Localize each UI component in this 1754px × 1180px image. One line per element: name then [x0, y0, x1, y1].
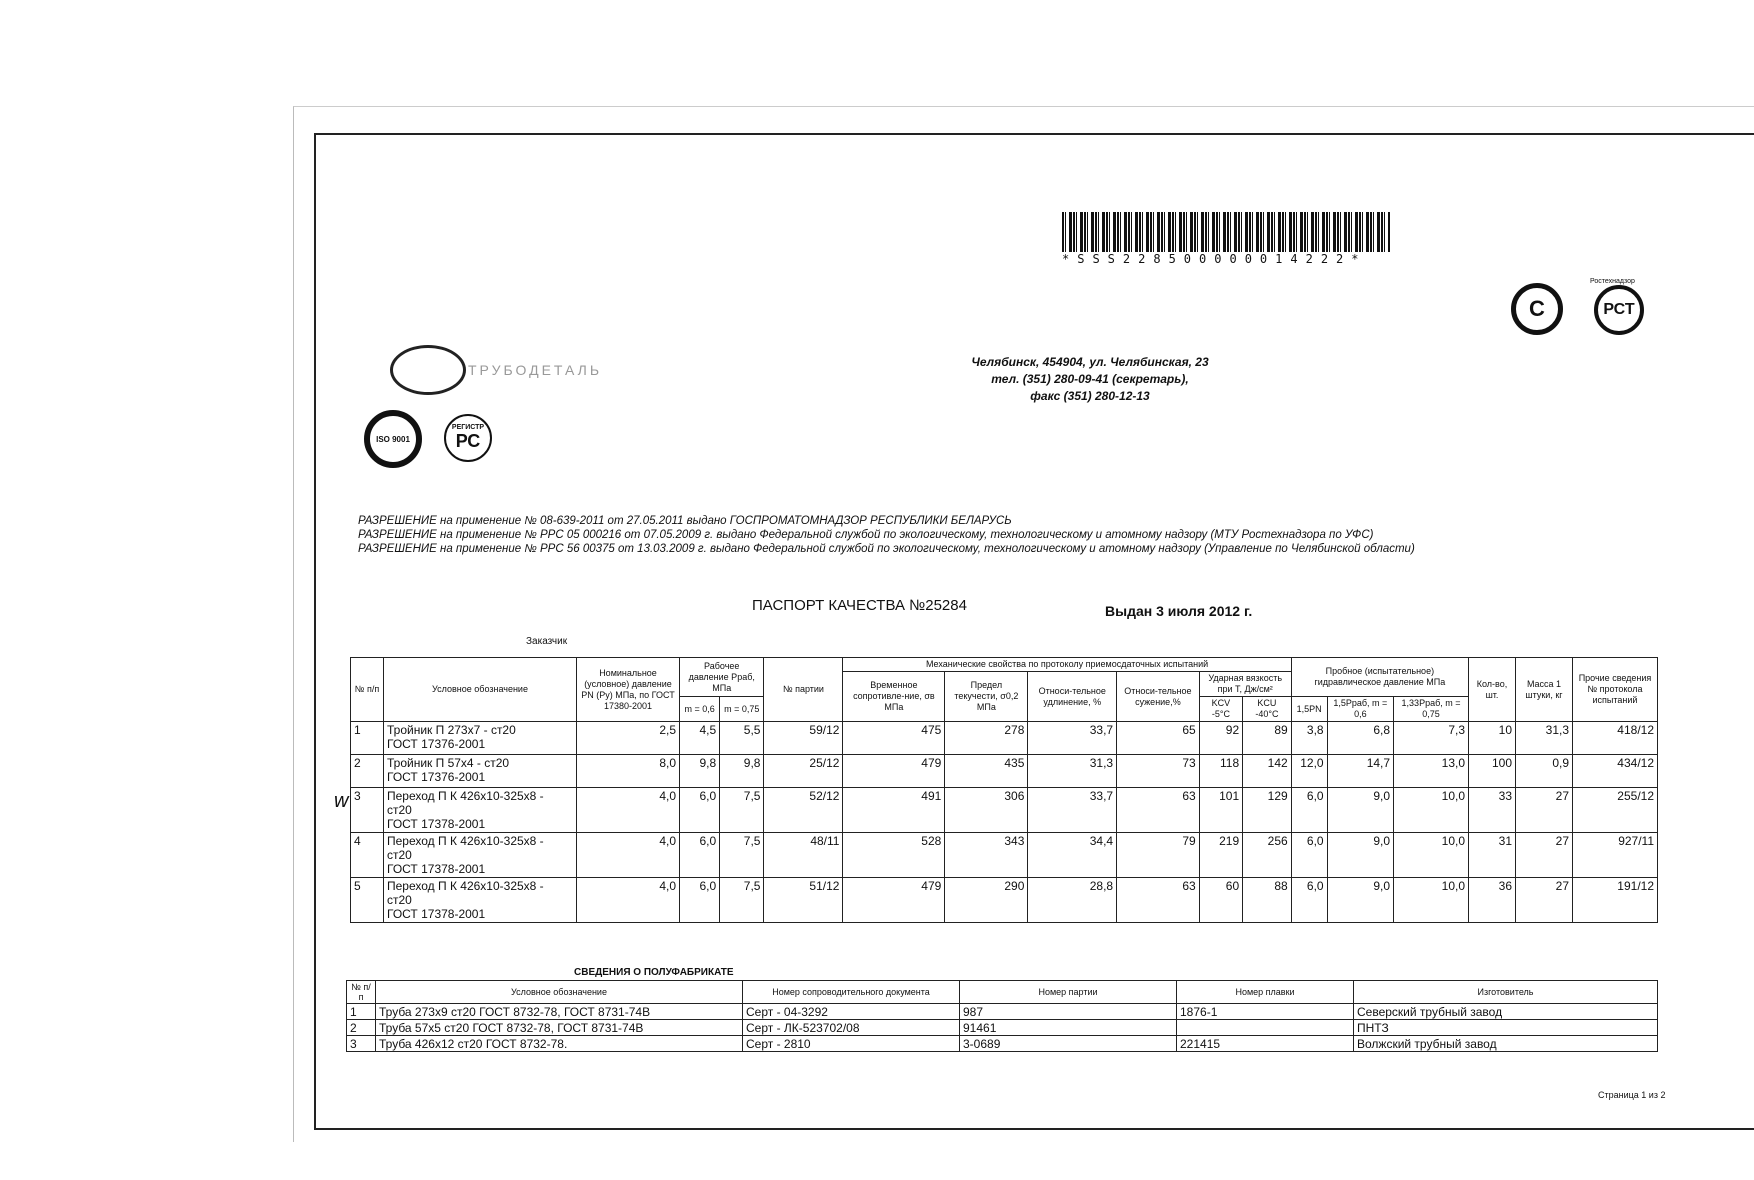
semi-maker: ПНТЗ	[1354, 1020, 1658, 1036]
barcode	[1062, 212, 1390, 252]
company-logo-icon	[390, 345, 466, 395]
row-p15: 14,7	[1327, 755, 1393, 788]
semi-products-title: СВЕДЕНИЯ О ПОЛУФАБРИКАТЕ	[574, 967, 734, 978]
row-qty: 36	[1469, 878, 1516, 923]
row-pn: 4,0	[577, 878, 680, 923]
page-number: Страница 1 из 2	[1598, 1090, 1666, 1100]
col-tensile: Временное сопротивле-ние, σв МПа	[843, 672, 945, 722]
row-p133: 10,0	[1394, 878, 1469, 923]
row-p133: 10,0	[1394, 833, 1469, 878]
row-qty: 100	[1469, 755, 1516, 788]
row-name	[384, 755, 577, 788]
fax-line: факс (351) 280-12-13	[1030, 389, 1150, 403]
col-name: Условное обозначение	[384, 658, 577, 722]
row-m06: 6,0	[680, 788, 720, 833]
row-batch: 25/12	[764, 755, 843, 788]
quality-table	[350, 657, 1658, 923]
row-kcu: 256	[1243, 833, 1292, 878]
row-num: 5	[351, 878, 384, 923]
name-line: ГОСТ 17378-2001	[387, 862, 486, 876]
issue-date: Выдан 3 июля 2012 г.	[1105, 603, 1253, 619]
semi-heat: 221415	[1177, 1036, 1354, 1052]
semi-heat: 1876-1	[1177, 1004, 1354, 1020]
company-address	[900, 354, 1280, 405]
company-logo-text: ТРУБОДЕТАЛЬ	[468, 362, 603, 378]
table-row	[351, 833, 1658, 878]
semi-row	[347, 1020, 1658, 1036]
row-m06: 6,0	[680, 878, 720, 923]
semi-row	[347, 1036, 1658, 1052]
row-mass: 0,9	[1516, 755, 1573, 788]
semi-row	[347, 1004, 1658, 1020]
row-p15: 6,8	[1327, 722, 1393, 755]
row-m075: 7,5	[720, 833, 764, 878]
row-elongation: 33,7	[1028, 788, 1117, 833]
row-tensile: 479	[843, 878, 945, 923]
semi-maker: Волжский трубный завод	[1354, 1036, 1658, 1052]
semi-batch: 987	[960, 1004, 1177, 1020]
permits-block	[358, 514, 1438, 556]
row-p15pn: 3,8	[1291, 722, 1327, 755]
row-reduction: 63	[1117, 788, 1200, 833]
col-mech: Механические свойства по протоколу приемосдаточных испытаний	[843, 658, 1291, 672]
margin-mark: w	[334, 790, 349, 812]
row-name	[384, 722, 577, 755]
row-num: 4	[351, 833, 384, 878]
row-p15: 9,0	[1327, 833, 1393, 878]
register-seal-icon	[444, 414, 492, 462]
row-m075: 5,5	[720, 722, 764, 755]
row-pn: 2,5	[577, 722, 680, 755]
row-pn: 4,0	[577, 788, 680, 833]
semi-num: 1	[347, 1004, 376, 1020]
rst-seal-label: Ростехнадзор	[1590, 278, 1635, 285]
row-mass: 27	[1516, 833, 1573, 878]
semi-doc: Серт - ЛК-523702/08	[743, 1020, 960, 1036]
semi-col-doc: Номер сопроводительного документа	[743, 981, 960, 1004]
row-name	[384, 788, 577, 833]
permit-2: РАЗРЕШЕНИЕ на применение № РРС 05 000216 от 07.05.2009 г. выдано Федеральной службой по экологическому, технологическому и атомному надзору (МТУ Ростехнадзора по УФС)	[358, 529, 1374, 541]
col-yield: Предел текучести, σ0,2 МПа	[945, 672, 1028, 722]
row-kcu: 129	[1243, 788, 1292, 833]
name-line: ГОСТ 17376-2001	[387, 770, 486, 784]
semi-doc: Серт - 04-3292	[743, 1004, 960, 1020]
row-yield: 278	[945, 722, 1028, 755]
name-line: ст20	[387, 803, 412, 817]
col-kcu: KCU -40°C	[1243, 697, 1292, 722]
row-qty: 33	[1469, 788, 1516, 833]
phone-line: тел. (351) 280-09-41 (секретарь),	[991, 372, 1189, 386]
row-num: 3	[351, 788, 384, 833]
row-name	[384, 878, 577, 923]
semi-col-num: № п/п	[347, 981, 376, 1004]
row-reduction: 63	[1117, 878, 1200, 923]
row-p133: 7,3	[1394, 722, 1469, 755]
col-pn: Номинальное (условное) давление PN (Py) МПа, по ГОСТ 17380-2001	[577, 658, 680, 722]
row-num: 2	[351, 755, 384, 788]
row-m06: 4,5	[680, 722, 720, 755]
row-pn: 4,0	[577, 833, 680, 878]
row-p133: 13,0	[1394, 755, 1469, 788]
row-p133: 10,0	[1394, 788, 1469, 833]
row-p15pn: 6,0	[1291, 833, 1327, 878]
row-m06: 9,8	[680, 755, 720, 788]
row-kcu: 89	[1243, 722, 1292, 755]
document-title: ПАСПОРТ КАЧЕСТВА №25284	[752, 597, 967, 614]
row-other: 255/12	[1573, 788, 1658, 833]
col-other: Прочие сведения № протокола испытаний	[1573, 658, 1658, 722]
row-kcv: 92	[1199, 722, 1242, 755]
semi-col-batch: Номер партии	[960, 981, 1177, 1004]
row-tensile: 491	[843, 788, 945, 833]
table-row	[351, 788, 1658, 833]
row-batch: 52/12	[764, 788, 843, 833]
row-mass: 31,3	[1516, 722, 1573, 755]
certification-c-icon: С	[1511, 283, 1563, 335]
col-p15pn: 1,5PN	[1291, 697, 1327, 722]
col-impact: Ударная вязкость при Т, Дж/см²	[1199, 672, 1291, 697]
row-kcu: 142	[1243, 755, 1292, 788]
col-p133: 1,33Рраб, m = 0,75	[1394, 697, 1469, 722]
name-line: ГОСТ 17378-2001	[387, 817, 486, 831]
row-batch: 51/12	[764, 878, 843, 923]
name-line: Переход П К 426х10-325х8 -	[387, 834, 544, 848]
row-m06: 6,0	[680, 833, 720, 878]
customer-label: Заказчик	[526, 636, 568, 647]
row-reduction: 79	[1117, 833, 1200, 878]
semi-products-table	[346, 980, 1658, 1052]
semi-heat	[1177, 1020, 1354, 1036]
col-qty: Кол-во, шт.	[1469, 658, 1516, 722]
name-line: Переход П К 426х10-325х8 -	[387, 789, 544, 803]
register-seal-rs: РС	[455, 431, 481, 451]
iso-seal-icon: ISO 9001	[364, 410, 422, 468]
semi-num: 2	[347, 1020, 376, 1036]
row-batch: 48/11	[764, 833, 843, 878]
col-kcv: KCV -5°C	[1199, 697, 1242, 722]
col-test-pressure: Пробное (испытательное) гидравлическое давление МПа	[1291, 658, 1468, 697]
row-other: 434/12	[1573, 755, 1658, 788]
row-kcu: 88	[1243, 878, 1292, 923]
col-m075: m = 0,75	[720, 697, 764, 722]
semi-num: 3	[347, 1036, 376, 1052]
row-p15pn: 12,0	[1291, 755, 1327, 788]
semi-batch: 3-0689	[960, 1036, 1177, 1052]
address-line: Челябинск, 454904, ул. Челябинская, 23	[971, 355, 1209, 369]
row-tensile: 479	[843, 755, 945, 788]
name-line: ГОСТ 17376-2001	[387, 737, 486, 751]
row-p15pn: 6,0	[1291, 878, 1327, 923]
row-qty: 10	[1469, 722, 1516, 755]
register-seal-label: РЕГИСТР	[451, 424, 485, 431]
semi-doc: Серт - 2810	[743, 1036, 960, 1052]
permit-1: РАЗРЕШЕНИЕ на применение № 08-639-2011 от 27.05.2011 выдано ГОСПРОМАТОМНАДЗОР РЕСПУБЛИКИ БЕЛАРУСЬ	[358, 515, 1012, 527]
row-qty: 31	[1469, 833, 1516, 878]
col-num: № п/п	[351, 658, 384, 722]
row-yield: 435	[945, 755, 1028, 788]
row-p15: 9,0	[1327, 878, 1393, 923]
row-batch: 59/12	[764, 722, 843, 755]
table-row	[351, 722, 1658, 755]
col-p15: 1,5Рраб, m = 0,6	[1327, 697, 1393, 722]
row-name	[384, 833, 577, 878]
row-m075: 9,8	[720, 755, 764, 788]
col-mass: Масса 1 штуки, кг	[1516, 658, 1573, 722]
semi-col-name: Условное обозначение	[376, 981, 743, 1004]
name-line: Тройник П 273х7 - ст20	[387, 723, 516, 737]
row-mass: 27	[1516, 878, 1573, 923]
row-tensile: 528	[843, 833, 945, 878]
row-other: 191/12	[1573, 878, 1658, 923]
row-tensile: 475	[843, 722, 945, 755]
permit-3: РАЗРЕШЕНИЕ на применение № РРС 56 00375 от 13.03.2009 г. выдано Федеральной службой по экологическому, технологическому и атомному надзору (Управление по Челябинской области)	[358, 543, 1415, 555]
row-mass: 27	[1516, 788, 1573, 833]
row-reduction: 73	[1117, 755, 1200, 788]
row-other: 418/12	[1573, 722, 1658, 755]
semi-col-maker: Изготовитель	[1354, 981, 1658, 1004]
row-kcv: 60	[1199, 878, 1242, 923]
table-row	[351, 755, 1658, 788]
row-kcv: 118	[1199, 755, 1242, 788]
row-elongation: 34,4	[1028, 833, 1117, 878]
semi-name: Труба 57х5 ст20 ГОСТ 8732-78, ГОСТ 8731-74В	[376, 1020, 743, 1036]
row-elongation: 28,8	[1028, 878, 1117, 923]
row-p15: 9,0	[1327, 788, 1393, 833]
row-yield: 343	[945, 833, 1028, 878]
row-m075: 7,5	[720, 878, 764, 923]
name-line: Переход П К 426х10-325х8 -	[387, 879, 544, 893]
name-line: ст20	[387, 893, 412, 907]
rst-mark-icon: РСТ	[1594, 285, 1644, 335]
semi-name: Труба 273х9 ст20 ГОСТ 8732-78, ГОСТ 8731-74В	[376, 1004, 743, 1020]
table-row	[351, 878, 1658, 923]
name-line: Тройник П 57х4 - ст20	[387, 756, 510, 770]
name-line: ст20	[387, 848, 412, 862]
row-reduction: 65	[1117, 722, 1200, 755]
row-other: 927/11	[1573, 833, 1658, 878]
col-work-pressure: Рабочее давление Рраб, МПа	[680, 658, 764, 697]
row-m075: 7,5	[720, 788, 764, 833]
semi-maker: Северский трубный завод	[1354, 1004, 1658, 1020]
row-yield: 306	[945, 788, 1028, 833]
row-kcv: 101	[1199, 788, 1242, 833]
row-pn: 8,0	[577, 755, 680, 788]
row-elongation: 31,3	[1028, 755, 1117, 788]
name-line: ГОСТ 17378-2001	[387, 907, 486, 921]
semi-col-heat: Номер плавки	[1177, 981, 1354, 1004]
barcode-text: *SSS228500000014222*	[1062, 252, 1367, 266]
row-num: 1	[351, 722, 384, 755]
semi-name: Труба 426х12 ст20 ГОСТ 8732-78.	[376, 1036, 743, 1052]
col-reduction: Относи-тельное сужение,%	[1117, 672, 1200, 722]
row-kcv: 219	[1199, 833, 1242, 878]
col-elongation: Относи-тельное удлинение, %	[1028, 672, 1117, 722]
col-batch: № партии	[764, 658, 843, 722]
row-elongation: 33,7	[1028, 722, 1117, 755]
row-yield: 290	[945, 878, 1028, 923]
col-m06: m = 0,6	[680, 697, 720, 722]
row-p15pn: 6,0	[1291, 788, 1327, 833]
semi-batch: 91461	[960, 1020, 1177, 1036]
